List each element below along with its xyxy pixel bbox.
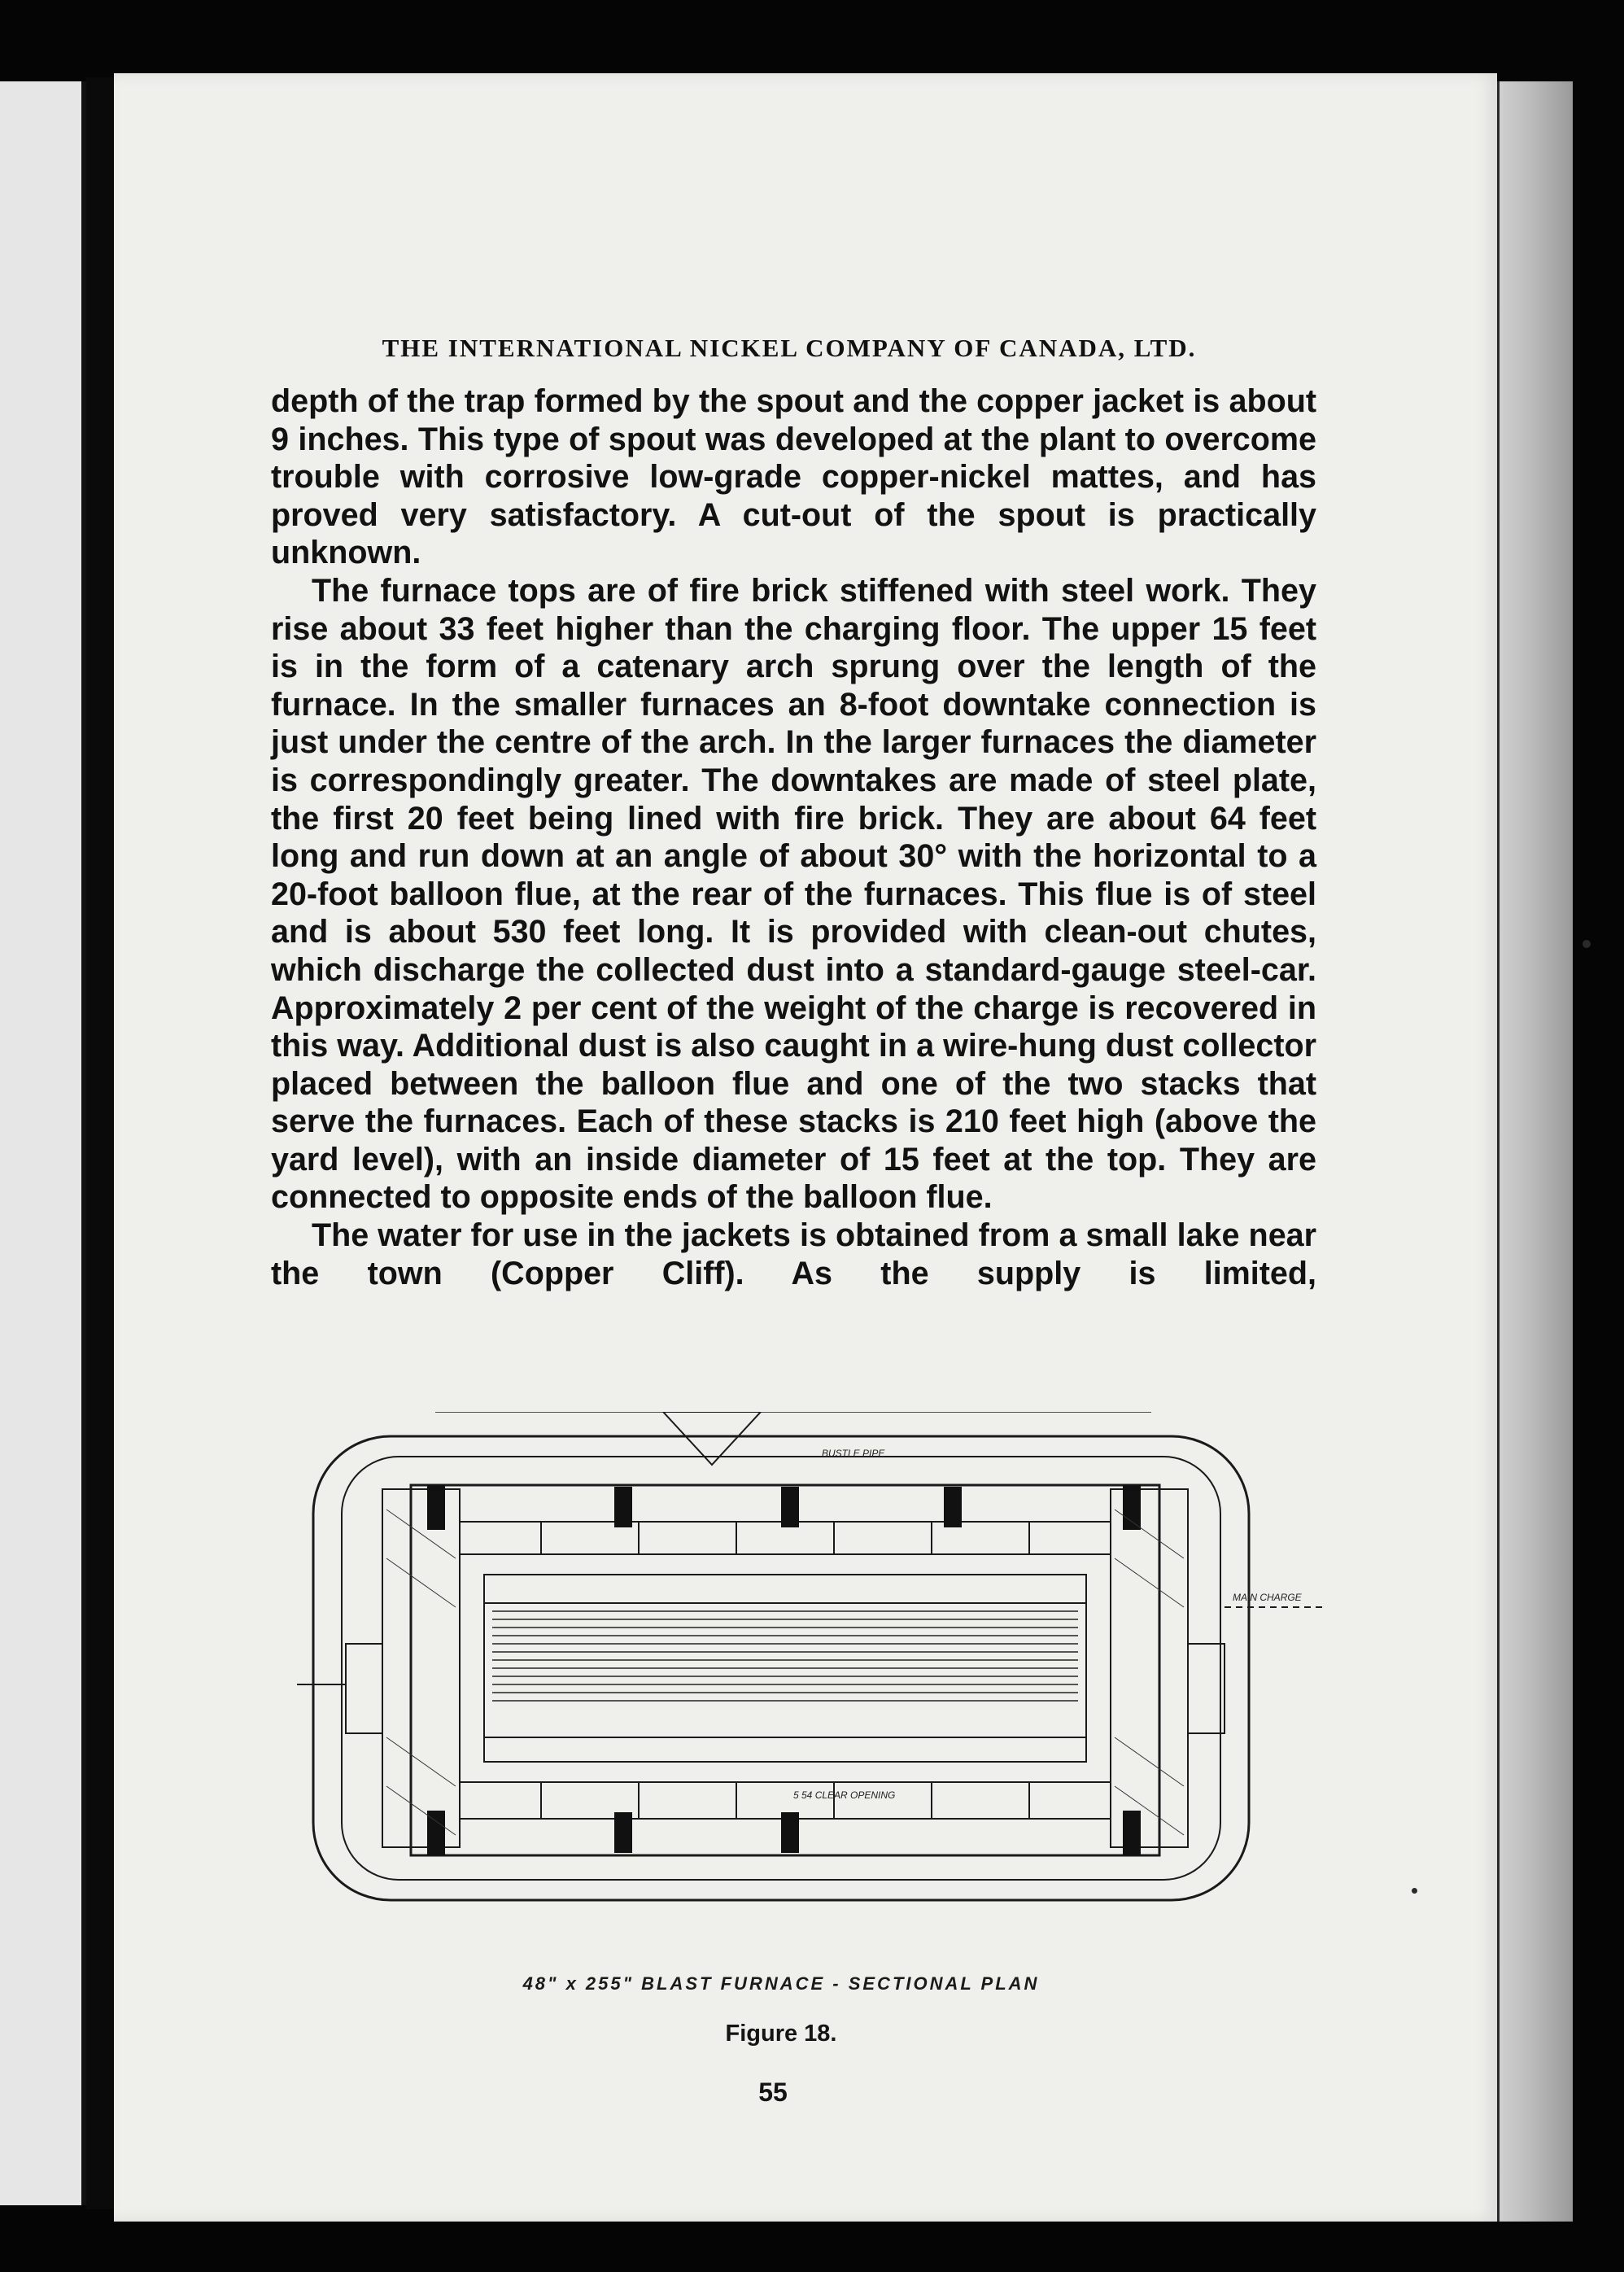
- bustle-pipe-label: BUSTLE PIPE: [822, 1448, 885, 1459]
- scan-speck: [1583, 940, 1591, 948]
- clear-opening-label: 5 54 CLEAR OPENING: [793, 1789, 896, 1801]
- furnace-plan-drawing: [297, 1412, 1326, 1981]
- book-spine: [86, 77, 114, 2209]
- scan-speck: [1412, 1888, 1417, 1894]
- right-page-edge: [1497, 81, 1573, 2222]
- running-head: THE INTERNATIONAL NICKEL COMPANY OF CANADA, LTD.: [382, 334, 1197, 362]
- paragraph-1: depth of the trap formed by the spout and the copper jacket is about 9 inches. This type of spout was developed at the plant to overcome trouble with corrosive low-grade copper-nickel mattes, and has proved very satisfactory. A cut-out of the spout is practically unknown.: [271, 383, 1316, 571]
- paragraph-3: The water for use in the jackets is obtained from a small lake near the town (Copper Cliff). As the supply is limited,: [271, 1217, 1316, 1291]
- page-number: 55: [758, 2078, 788, 2107]
- side-label: MAIN CHARGE: [1233, 1592, 1302, 1603]
- figure-caption: Figure 18.: [725, 2021, 837, 2047]
- left-page-edge: [0, 81, 86, 2205]
- drawing-title: 48" x 255" BLAST FURNACE - SECTIONAL PLAN: [522, 1973, 1040, 1994]
- furnace-plan-figure: [297, 1412, 1326, 1981]
- body-text: [271, 382, 1316, 1292]
- paragraph-2: The furnace tops are of fire brick stiffened with steel work. They rise about 33 feet higher than the charging floor. The upper 15 feet is in the form of a catenary arch sprung over the length of the furnace. In the smaller furnaces an 8-foot downtake connection is just under the centre of the arch. In the larger furnaces the diameter is correspondingly greater. The downtakes are made of steel plate, the first 20 feet being lined with fire brick. They are about 64 feet long and run down at an angle of about 30° with the horizontal to a 20-foot balloon flue, at the rear of the furnaces. This flue is of steel and is about 530 feet long. It is provided with clean-out chutes, which discharge the collected dust into a standard-gauge steel-car. Approximately 2 per cent of the weight of the charge is recovered in this way. Additional dust is also caught in a wire-hung dust collector placed between the balloon flue and one of the two stacks that serve the furnaces. Each of these stacks is 210 feet high (above the yard level), with an inside diameter of 15 feet at the top. They are connected to opposite ends of the balloon flue.: [271, 572, 1316, 1216]
